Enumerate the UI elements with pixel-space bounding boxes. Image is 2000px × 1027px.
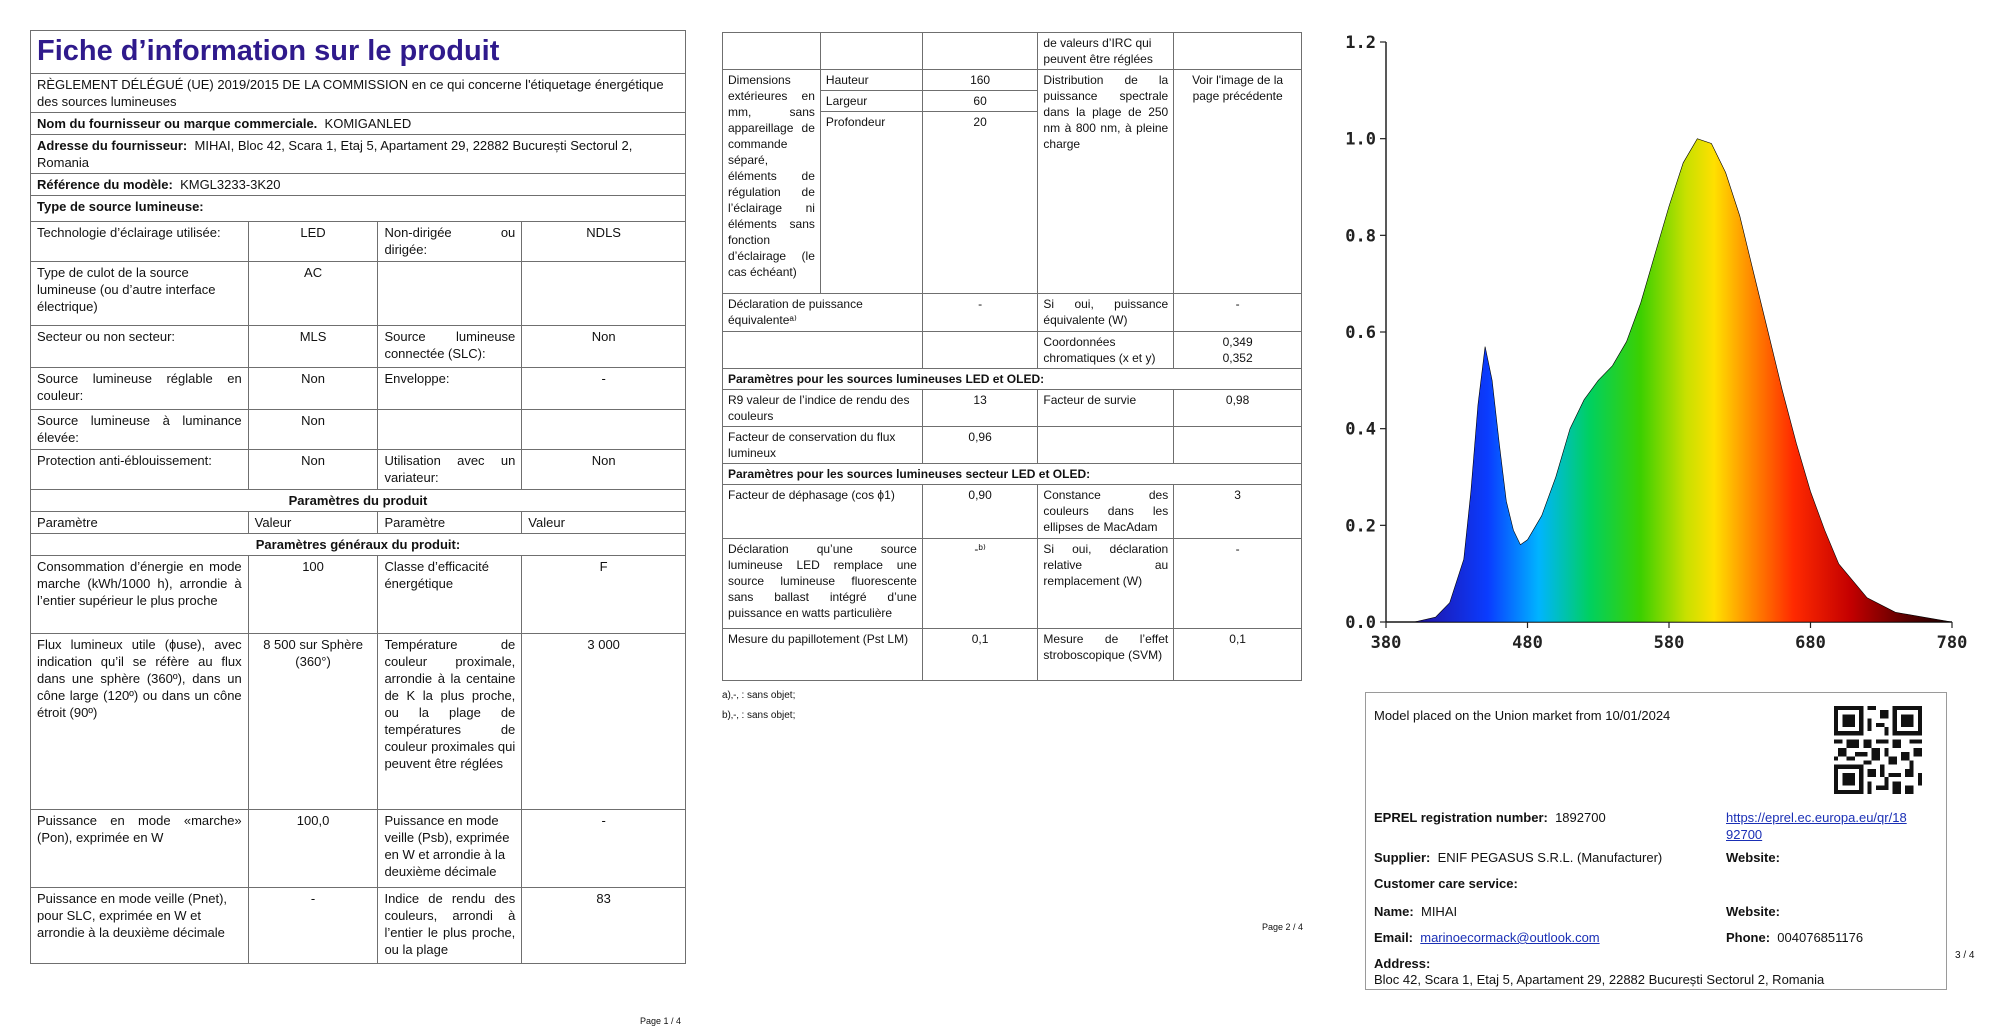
type-cell: Source lumineuse connectée (SLC):	[378, 326, 522, 368]
page-number: Page 1 / 4	[640, 1016, 682, 1026]
eprel-label: EPREL registration number:	[1374, 810, 1548, 825]
email-label: Email:	[1374, 930, 1414, 945]
general-cell: -	[248, 888, 378, 964]
email-link[interactable]: marinoecormack@outlook.com	[1420, 930, 1600, 945]
top-row-text: de valeurs d’IRC qui peuvent être réglées	[1038, 33, 1174, 70]
type-cell: AC	[248, 262, 378, 326]
type-cell: Non	[522, 326, 686, 368]
column-header: Paramètre	[31, 512, 249, 534]
dimension-name: Largeur	[820, 91, 922, 112]
supplier-label: Supplier:	[1374, 850, 1431, 865]
page-number: 3 / 4	[1955, 950, 1975, 961]
dimension-value: 160	[922, 70, 1038, 91]
general-cell: Puissance en mode «marche» (Pon), exprimée en W	[31, 810, 249, 888]
product-info-table-2	[722, 32, 1302, 681]
spectral-distribution-chart	[1340, 18, 1982, 658]
survival-label: Facteur de survie	[1038, 390, 1174, 427]
supplier-row	[31, 113, 686, 135]
equiv-w-value: -	[1174, 294, 1302, 332]
general-cell: 100	[248, 556, 378, 634]
type-cell: -	[522, 368, 686, 410]
type-cell: Source lumineuse à luminance élevée:	[31, 410, 249, 450]
type-cell	[378, 262, 522, 326]
spectrum-area	[1386, 139, 1952, 622]
general-cell: 100,0	[248, 810, 378, 888]
address-label: Address:	[1374, 956, 1431, 971]
general-cell: Puissance en mode veille (Pnet), pour SLC, exprimée en W et arrondie à la deuxième décimale	[31, 888, 249, 964]
general-cell: F	[522, 556, 686, 634]
mains-header: Paramètres pour les sources lumineuses secteur LED et OLED:	[723, 464, 1302, 485]
name-label: Name:	[1374, 904, 1414, 919]
page-1	[0, 0, 700, 1027]
type-cell	[522, 262, 686, 326]
y-tick-label: 0.4	[1345, 419, 1376, 440]
type-cell: NDLS	[522, 222, 686, 262]
type-header: Type de source lumineuse:	[31, 196, 686, 222]
dimension-name: Profondeur	[820, 112, 922, 294]
type-cell: LED	[248, 222, 378, 262]
type-cell: Non	[522, 450, 686, 490]
chroma-label: Coordonnées chromatiques (x et y)	[1038, 332, 1174, 369]
general-header: Paramètres généraux du produit:	[31, 534, 686, 556]
y-tick-label: 1.0	[1345, 129, 1376, 150]
general-cell: Indice de rendu des couleurs, arrondi à l’entier le plus proche, ou la plage	[378, 888, 522, 964]
type-cell: Enveloppe:	[378, 368, 522, 410]
market-text: Model placed on the Union market from 10/01/2024	[1374, 708, 1671, 723]
care-label: Customer care service:	[1374, 876, 1518, 891]
type-cell	[522, 410, 686, 450]
flux-label: Facteur de conservation du flux lumineux	[723, 427, 923, 464]
general-cell: 8 500 sur Sphère (360°)	[248, 634, 378, 810]
type-cell: Non	[248, 368, 378, 410]
supplier-value: ENIF PEGASUS S.R.L. (Manufacturer)	[1437, 850, 1663, 865]
x-tick-label: 480	[1512, 633, 1543, 653]
y-tick-label: 0.6	[1345, 323, 1376, 343]
equiv-value: -	[922, 294, 1038, 332]
replace-w-label: Si oui, déclaration relative au remplacement (W)	[1038, 539, 1174, 629]
type-cell: Type de culot de la source lumineuse (ou d’autre interface électrique)	[31, 262, 249, 326]
chroma-values	[1174, 332, 1302, 369]
survival-value: 0,98	[1174, 390, 1302, 427]
general-cell: Température de couleur proximale, arrondie à la centaine de K la plus proche, ou la plage de températures de couleur proximales qui peuvent être réglées	[378, 634, 522, 810]
column-header: Paramètre	[378, 512, 522, 534]
regulation-text: RÈGLEMENT DÉLÉGUÉ (UE) 2019/2015 DE LA COMMISSION en ce qui concerne l'étiquetage énergétique des sources lumineuses	[31, 74, 686, 113]
footnotes	[722, 686, 795, 726]
address-row	[31, 135, 686, 174]
page-number: Page 2 / 4	[1262, 922, 1304, 932]
r9-value: 13	[922, 390, 1038, 427]
name-value: MIHAI	[1420, 904, 1458, 919]
replace-value: -ᵇ⁾	[922, 539, 1038, 629]
general-cell: Puissance en mode veille (Psb), exprimée en W et arrondie à la deuxième décimale	[378, 810, 522, 888]
type-cell: Secteur ou non secteur:	[31, 326, 249, 368]
x-tick-label: 580	[1653, 633, 1685, 653]
general-cell: -	[522, 810, 686, 888]
eprel-link-line2[interactable]: 92700	[1726, 827, 1763, 842]
equiv-w-label: Si oui, puissance équivalente (W)	[1038, 294, 1174, 332]
qr-code-icon	[1833, 706, 1923, 794]
type-cell	[378, 410, 522, 450]
type-cell: Non	[248, 450, 378, 490]
type-cell: Source lumineuse réglable en couleur:	[31, 368, 249, 410]
replace-w-value: -	[1174, 539, 1302, 629]
type-cell: Technologie d’éclairage utilisée:	[31, 222, 249, 262]
type-cell: Non	[248, 410, 378, 450]
column-header: Valeur	[248, 512, 378, 534]
eprel-row	[1374, 809, 1606, 826]
x-tick-label: 780	[1936, 633, 1968, 653]
general-cell: 3 000	[522, 634, 686, 810]
led-header: Paramètres pour les sources lumineuses LED et OLED:	[723, 369, 1302, 390]
x-tick-label: 380	[1370, 633, 1402, 653]
footnote-a: a)‚-‚ : sans objet;	[722, 690, 796, 701]
strobo-value: 0,1	[1174, 629, 1302, 681]
y-tick-label: 1.2	[1345, 33, 1376, 53]
address-label: Adresse du fournisseur:	[37, 138, 188, 153]
x-tick-label: 680	[1795, 633, 1826, 653]
type-cell: MLS	[248, 326, 378, 368]
dimension-value: 60	[922, 91, 1038, 112]
general-cell: Consommation d’énergie en mode marche (kWh/1000 h), arrondie à l’entier supérieur le plus proche	[31, 556, 249, 634]
y-tick-label: 0.0	[1345, 613, 1376, 633]
general-cell: 83	[522, 888, 686, 964]
chroma-x: 0,349	[1222, 335, 1253, 349]
phone-row	[1726, 929, 1863, 946]
chroma-y: 0,352	[1222, 351, 1253, 365]
page-title: Fiche d’information sur le produit	[31, 31, 686, 74]
eprel-link[interactable]	[1726, 809, 1907, 843]
phone-value: 004076851176	[1777, 930, 1864, 945]
macadam-value: 3	[1174, 485, 1302, 539]
general-cell: Classe d’efficacité énergétique	[378, 556, 522, 634]
email-row	[1374, 929, 1600, 946]
r9-label: R9 valeur de l’indice de rendu des couleurs	[723, 390, 923, 427]
website2-label: Website:	[1726, 904, 1780, 919]
flux-value: 0,96	[922, 427, 1038, 464]
supplier-label: Nom du fournisseur ou marque commerciale.	[37, 116, 318, 131]
footnote-b: b)‚-‚ : sans objet;	[722, 710, 796, 721]
model-label: Référence du modèle:	[37, 177, 173, 192]
y-tick-label: 0.8	[1345, 226, 1376, 247]
type-cell: Protection anti-éblouissement:	[31, 450, 249, 490]
column-header: Valeur	[522, 512, 686, 534]
website-label: Website:	[1726, 850, 1780, 865]
equiv-label: Déclaration de puissance équivalenteᵃ⁾	[723, 294, 923, 332]
product-info-table	[30, 30, 686, 964]
dimensions-label: Dimensions extérieures en mm, sans appareillage de commande séparé, éléments de régulation de l’éclairage ni éléments sans fonction d’éclairage (le cas échéant)	[723, 70, 821, 294]
params-header: Paramètres du produit	[31, 490, 686, 512]
eprel-link-line1[interactable]: https://eprel.ec.europa.eu/qr/18	[1726, 810, 1907, 825]
address-value: MIHAI, Bloc 42, Scara 1, Etaj 5, Apartament 29, 22882 București Sectorul 2, Romania	[37, 138, 633, 170]
model-row	[31, 174, 686, 196]
replace-label: Déclaration qu’une source lumineuse LED remplace une source lumineuse fluorescente sans ballast intégré d’une puissance en watts particulière	[723, 539, 923, 629]
supplier-value: KOMIGANLED	[324, 116, 412, 131]
phase-value: 0,90	[922, 485, 1038, 539]
macadam-label: Constance des couleurs dans les ellipses de MacAdam	[1038, 485, 1174, 539]
model-value: KMGL3233-3K20	[180, 177, 281, 192]
spectral-label: Distribution de la puissance spectrale dans la plage de 250 nm à 800 nm, à pleine charge	[1038, 70, 1174, 294]
chart-curve-group	[1386, 139, 1952, 622]
dimension-name: Hauteur	[820, 70, 922, 91]
flicker-label: Mesure du papillotement (Pst LM)	[723, 629, 923, 681]
spectral-value: Voir l'image de la page précédente	[1174, 70, 1302, 294]
general-cell: Flux lumineux utile (ɸuse), avec indication qu’il se réfère au flux dans une sphère (360º), dans un cône large (120º) ou dans un cône étroit (90º)	[31, 634, 249, 810]
y-tick-label: 0.2	[1345, 516, 1376, 537]
supplier-row	[1374, 849, 1662, 866]
eprel-value: 1892700	[1555, 810, 1606, 825]
flicker-value: 0,1	[922, 629, 1038, 681]
type-cell: Utilisation avec un variateur:	[378, 450, 522, 490]
phone-label: Phone:	[1726, 930, 1771, 945]
strobo-label: Mesure de l’effet stroboscopique (SVM)	[1038, 629, 1174, 681]
type-cell: Non-dirigée ou dirigée:	[378, 222, 522, 262]
phase-label: Facteur de déphasage (cos ϕ1)	[723, 485, 923, 539]
name-row	[1374, 903, 1457, 920]
dimension-value: 20	[922, 112, 1038, 294]
address-value: Bloc 42, Scara 1, Etaj 5, Apartament 29, 22882 București Sectorul 2, Romania	[1374, 972, 1825, 987]
